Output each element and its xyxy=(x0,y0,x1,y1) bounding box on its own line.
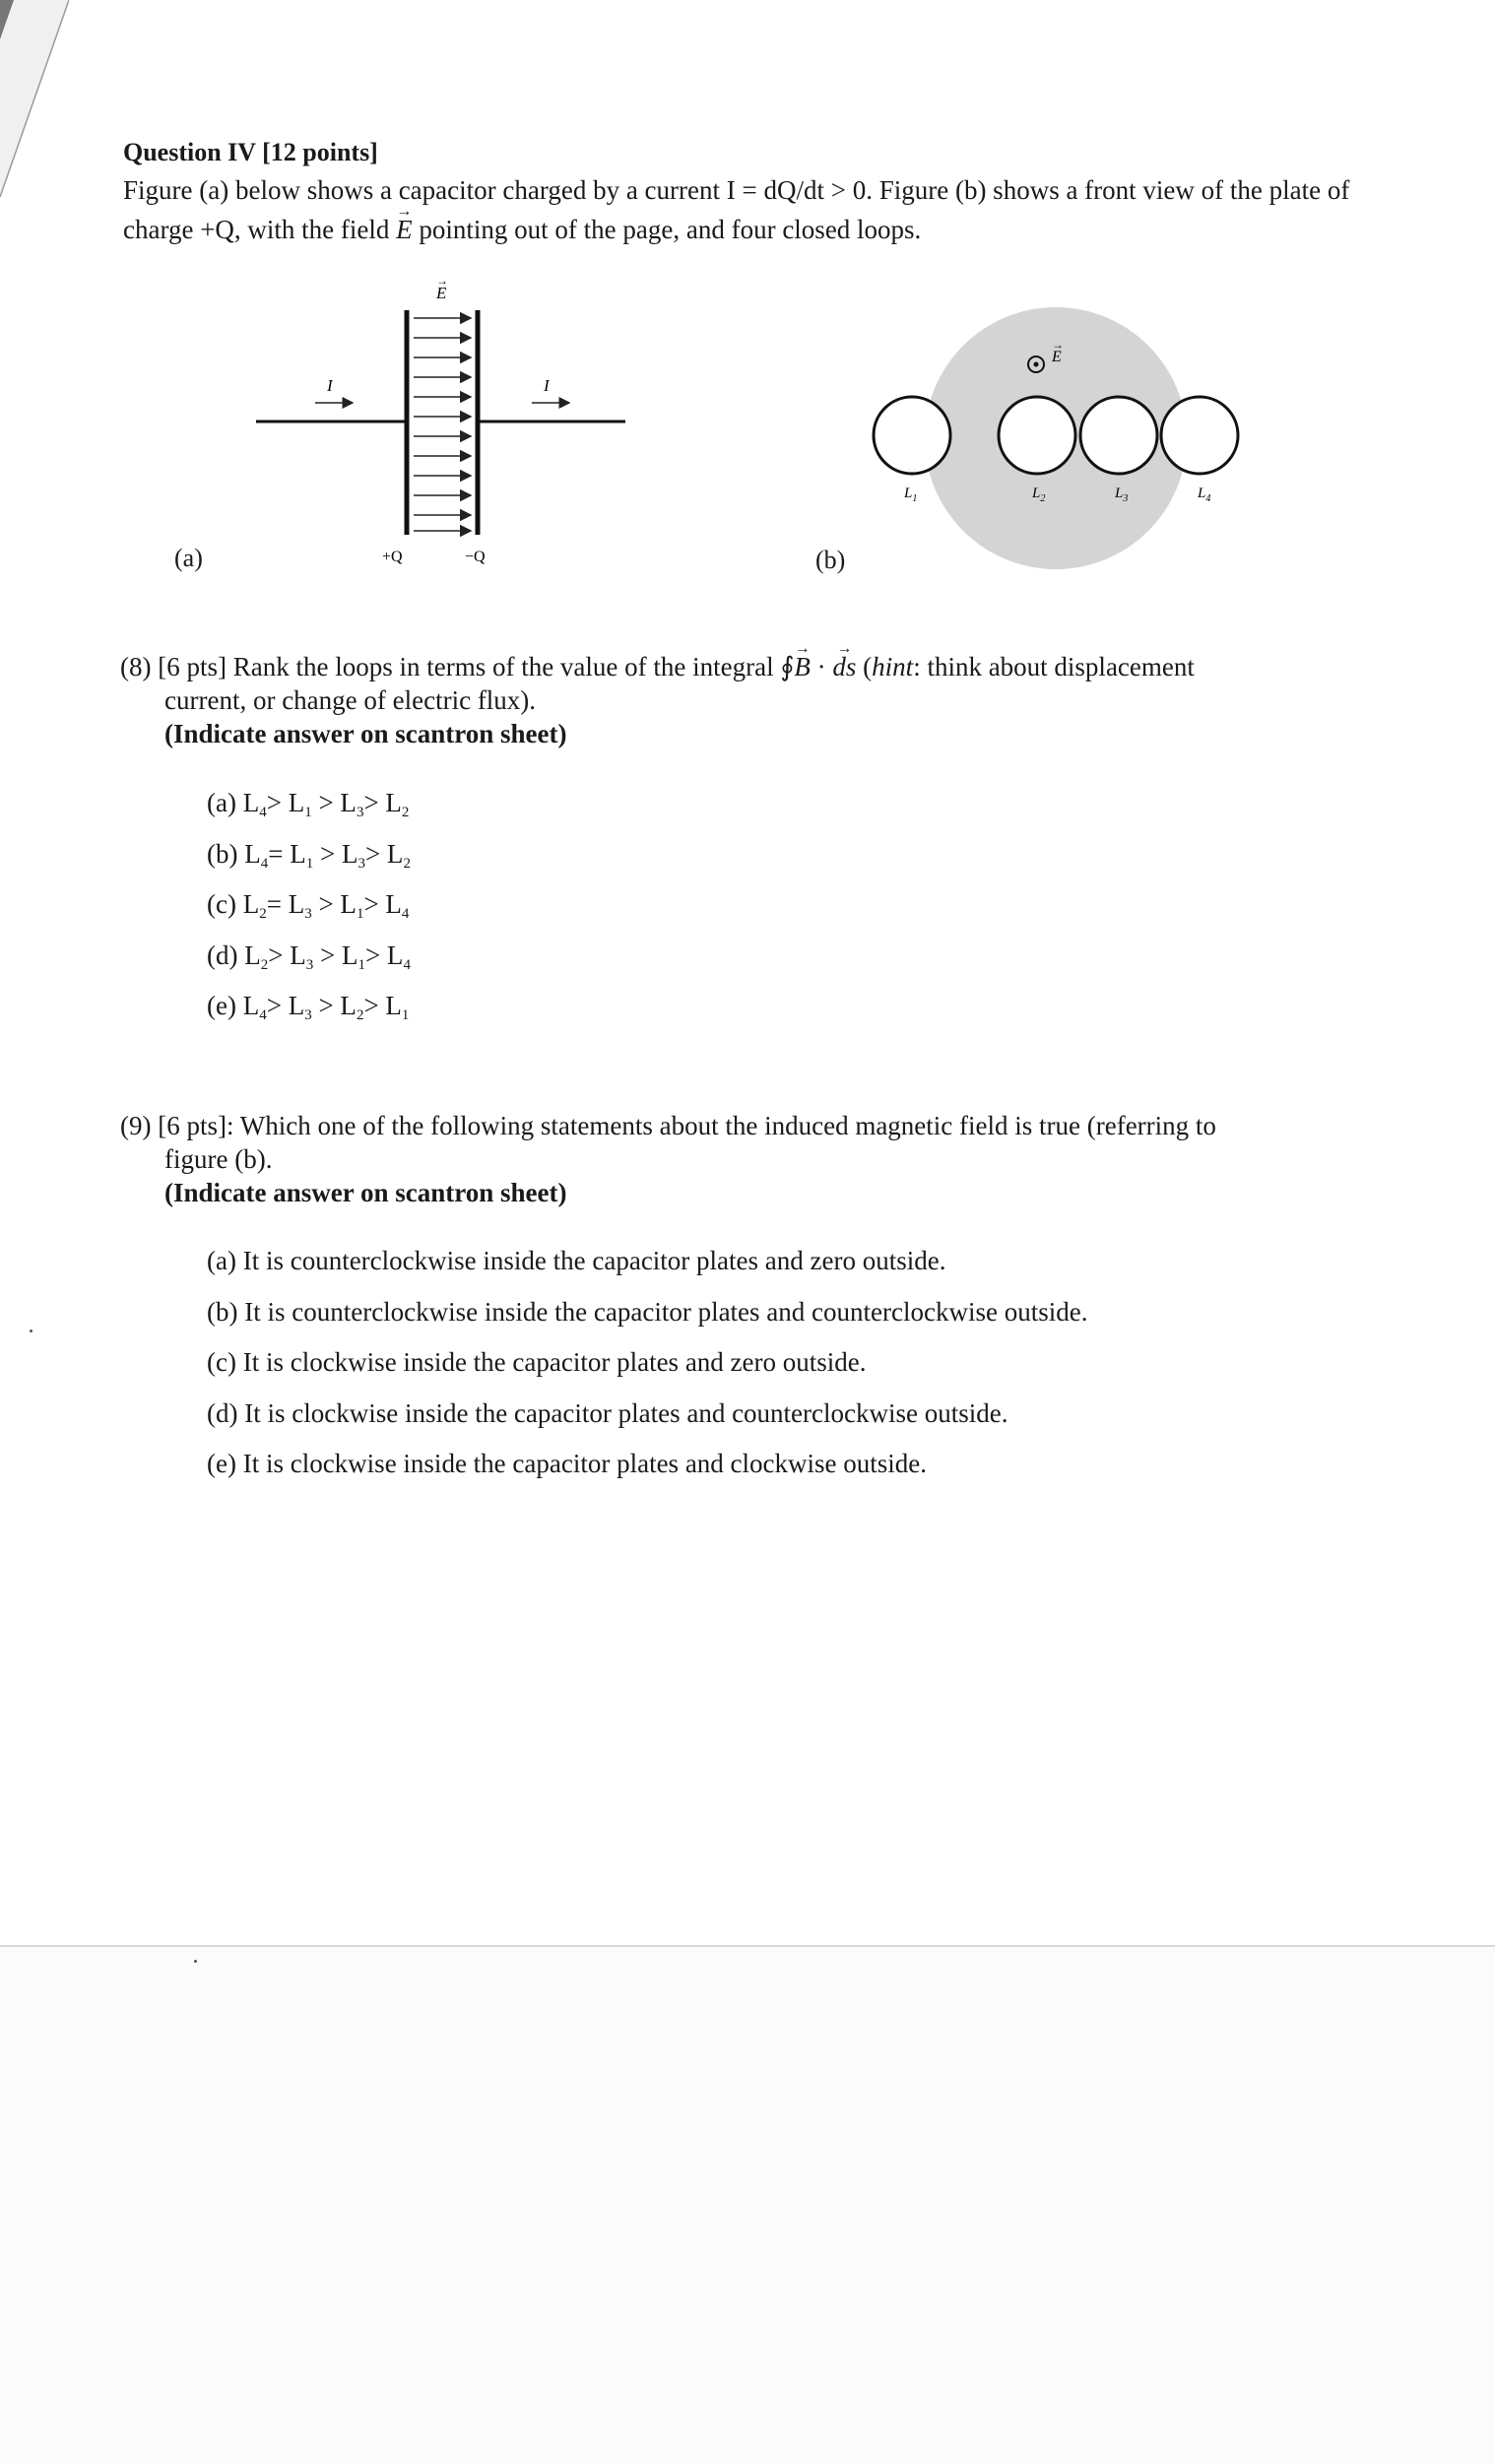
loop-l4 xyxy=(1161,397,1238,474)
q8-number: (8) xyxy=(120,652,152,681)
q9-option-a: (a) It is counterclockwise inside the capacitor plates and zero outside. xyxy=(207,1246,946,1275)
q9-line1 xyxy=(120,1109,1361,1142)
q8-line2: current, or change of electric flux). xyxy=(164,685,537,715)
figure-b-loops xyxy=(798,295,1270,586)
question-intro xyxy=(123,170,1354,249)
q8-option-e: (e) $L_4> L_3 > L_2> L_1$ xyxy=(207,991,410,1023)
field-lines xyxy=(414,318,471,531)
svg-text:→: → xyxy=(1052,338,1064,352)
field-label-e: E xyxy=(436,284,447,302)
figure-a-capacitor xyxy=(158,271,670,591)
q8-text: [6 pts] Rank the loops in terms of the value of the integral ∮ xyxy=(158,652,795,681)
q9-scantron-note: (Indicate answer on scantron sheet) xyxy=(164,1178,567,1207)
hint-text: : think about displacement xyxy=(913,652,1195,681)
current-label-right: I xyxy=(544,376,550,395)
plate-front-view xyxy=(798,295,1270,581)
q9-option-b: (b) It is counterclockwise inside the capacitor plates and counterclockwise outside. xyxy=(207,1296,1088,1327)
figure-a-label: (a) xyxy=(174,544,203,572)
q9-text: [6 pts]: Which one of the following statements about the induced magnetic field is true (referring to xyxy=(158,1111,1216,1140)
field-vector-e: E → xyxy=(396,210,413,249)
loop-label-l4: $L_4$ xyxy=(1198,486,1211,504)
loop-l1 xyxy=(874,397,950,474)
q9-option-c: (c) It is clockwise inside the capacitor plates and zero outside. xyxy=(207,1347,867,1377)
intro-text-1: Figure (a) below shows a capacitor charged by a current I = dQ/dt > 0. Figure (b) shows a front view of the plate of charge +Q, with the field xyxy=(123,175,1350,244)
svg-text:→: → xyxy=(436,274,448,288)
question-9 xyxy=(120,1109,1361,1209)
vector-ds: ds → xyxy=(832,650,856,683)
loop-label-l1: $L_1$ xyxy=(904,486,918,504)
q8-option-b: (b) $L_4= L_1 > L_3> L_2$ xyxy=(207,838,411,872)
scan-speck xyxy=(194,1960,197,1963)
q9-option-d: (d) It is clockwise inside the capacitor plates and counterclockwise outside. xyxy=(207,1397,1008,1428)
q9-line2: figure (b). xyxy=(164,1144,273,1174)
hint-word: hint xyxy=(872,652,914,681)
scan-speck xyxy=(30,1329,32,1332)
capacitor-diagram xyxy=(158,271,670,586)
q8-option-a: (a) $L_4> L_1 > L_3> L_2$ xyxy=(207,788,410,820)
q8-scantron-note: (Indicate answer on scantron sheet) xyxy=(164,719,567,748)
q8-option-c: (c) $L_2= L_3 > L_1> L_4$ xyxy=(207,889,410,922)
hint-open: ( xyxy=(856,652,873,681)
question-8 xyxy=(120,650,1361,750)
q9-options xyxy=(207,1236,1087,1490)
question-title: Question IV [12 points] xyxy=(123,138,378,166)
q9-option-e: (e) It is clockwise inside the capacitor plates and clockwise outside. xyxy=(207,1449,928,1478)
loop-label-l3: $L_3$ xyxy=(1115,486,1129,504)
loop-l3 xyxy=(1080,397,1157,474)
q8-option-d: (d) $L_2> L_3 > L_1> L_4$ xyxy=(207,940,411,973)
figure-b-label: (b) xyxy=(815,546,846,574)
next-page-edge xyxy=(0,1945,1495,2464)
q8-options xyxy=(207,778,411,1032)
vector-b: B → xyxy=(794,650,811,683)
scan-corner-shadow xyxy=(0,0,69,197)
field-label-e-b: E xyxy=(1052,349,1062,365)
q9-number: (9) xyxy=(120,1111,152,1140)
intro-text-2: pointing out of the page, and four closed loops. xyxy=(412,215,922,244)
plate-label-negative: −Q xyxy=(465,549,486,565)
q8-line1 xyxy=(120,650,1361,683)
loop-l2 xyxy=(999,397,1075,474)
plate-label-positive: +Q xyxy=(382,549,403,565)
current-label-left: I xyxy=(327,376,333,395)
dot-operator: · xyxy=(810,652,833,681)
loop-label-l2: $L_2$ xyxy=(1032,486,1046,504)
